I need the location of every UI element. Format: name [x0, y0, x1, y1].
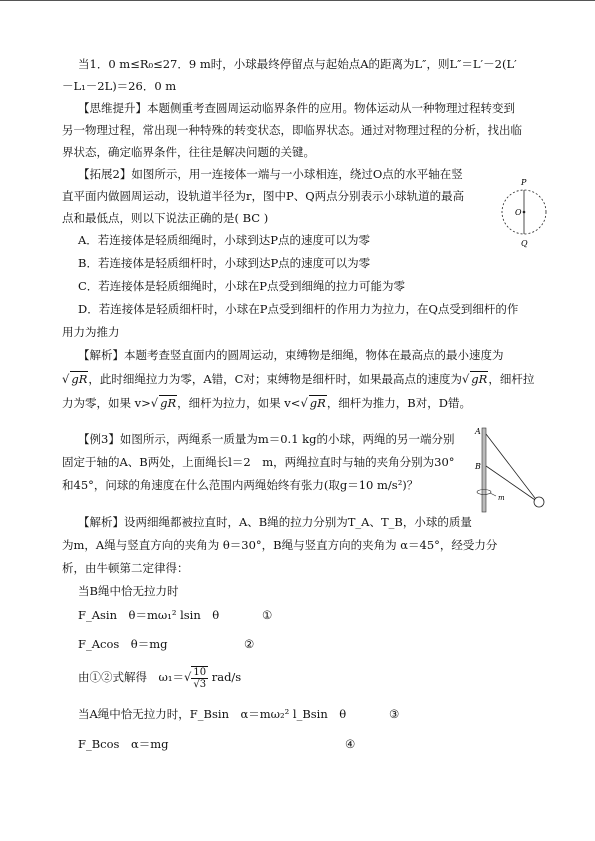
analysis-2-line-1: 【解析】设两细绳都被拉直时，A、B绳的拉力分别为T_A、T_B，小球的质量 — [78, 515, 472, 529]
case-a-no-tension: 当A绳中恰无拉力时，F_Bsin α＝mω₂² l_Bsin θ — [78, 707, 347, 721]
label-o: O — [515, 208, 522, 217]
option-d-line-2: 用力为推力 — [62, 325, 120, 339]
equation-2-number: ② — [244, 637, 255, 651]
label-m: m — [498, 494, 505, 502]
option-b: B．若连接体是轻质细杆时，小球到达P点的速度可以为零 — [78, 256, 371, 270]
circle-orbit-figure — [498, 170, 550, 250]
thinking-line-2: 另一物理过程，常出现一种特殊的转变状态，即临界状态。通过对物理过程的分析，找出临 — [62, 123, 522, 137]
option-a: A．若连接体是轻质细绳时，小球到达P点的速度可以为零 — [78, 233, 371, 247]
two-rope-figure — [474, 424, 554, 516]
equation-4-number: ④ — [345, 737, 356, 751]
solution-omega-1: 由①②式解得 ω₁＝√ $\frac{10}{√3}$ rad/s — [78, 667, 242, 690]
analysis-1-line-3: 力为零，如果 v>√ gR，细杆为拉力，如果 v<√ gR，细杆为推力，B对，D错。 — [62, 396, 471, 410]
extension-line-2: 直平面内做圆周运动，设轨道半径为r，图中P、Q两点分别表示小球轨道的最高 — [62, 189, 465, 203]
case-b-no-tension: 当B绳中恰无拉力时 — [78, 584, 179, 598]
example-3-line-2: 固定于轴的A、B两处，上面绳长l＝2 m，两绳拉直时与轴的夹角分别为30° — [62, 455, 455, 469]
thinking-line-3: 界状态，确定临界条件，往往是解决问题的关键。 — [62, 145, 315, 159]
option-d-line-1: D．若连接体是轻质细杆时，小球在P点受到细杆的作用力为拉力，在Q点受到细杆的作 — [78, 302, 519, 316]
analysis-1-line-2: √ gR，此时细绳拉力为零，A错，C对；束缚物是细杆时，如果最高点的速度为√ gR，细杆拉 — [62, 372, 535, 386]
extension-line-1: 【拓展2】如图所示，用一连接体一端与一小球相连，绕过O点的水平轴在竖 — [78, 167, 463, 181]
example-3-line-1: 【例3】如图所示，两绳系一质量为m＝0.1 kg的小球，两绳的另一端分别 — [78, 432, 455, 446]
equation-1-number: ① — [262, 608, 273, 622]
paragraph-1-line-1: 当1．0 m≤R₀≤27．9 m时，小球最终停留点与起始点A的距离为L″，则L″＝L′－2(L′ — [78, 57, 517, 71]
equation-2: F_Acos θ＝mg — [78, 637, 168, 651]
option-c: C．若连接体是轻质细绳时，小球在P点受到细绳的拉力可能为零 — [78, 279, 406, 293]
example-3-line-3: 和45°，问球的角速度在什么范围内两绳始终有张力(取g＝10 m/s²)？ — [62, 478, 419, 492]
sqrt-gr: gR — [71, 372, 88, 386]
label-p: P — [521, 178, 527, 187]
label-b: B — [475, 462, 481, 471]
paragraph-1-line-2: －L₁－2L)＝26．0 m — [62, 79, 177, 93]
label-q: Q — [521, 239, 528, 248]
extension-line-3: 点和最低点，则以下说法正确的是( BC ) — [62, 211, 269, 225]
page-top-rule — [0, 0, 595, 1]
analysis-2-line-3: 析，由牛顿第二定律得： — [62, 561, 189, 575]
thinking-line-1: 【思维提升】本题侧重考查圆周运动临界条件的应用。物体运动从一种物理过程转变到 — [78, 101, 515, 115]
equation-4: F_Bcos α＝mg — [78, 737, 169, 751]
analysis-1-line-1: 【解析】本题考查竖直面内的圆周运动，束缚物是细绳，物体在最高点的最小速度为 — [78, 348, 504, 362]
analysis-2-line-2: 为m，A绳与竖直方向的夹角为 θ＝30°，B绳与竖直方向的夹角为 α＝45°，经受力分 — [62, 538, 498, 552]
equation-3-number: ③ — [389, 707, 400, 721]
equation-1: F_Asin θ＝mω₁² lsin θ — [78, 608, 220, 622]
label-a: A — [475, 427, 481, 436]
